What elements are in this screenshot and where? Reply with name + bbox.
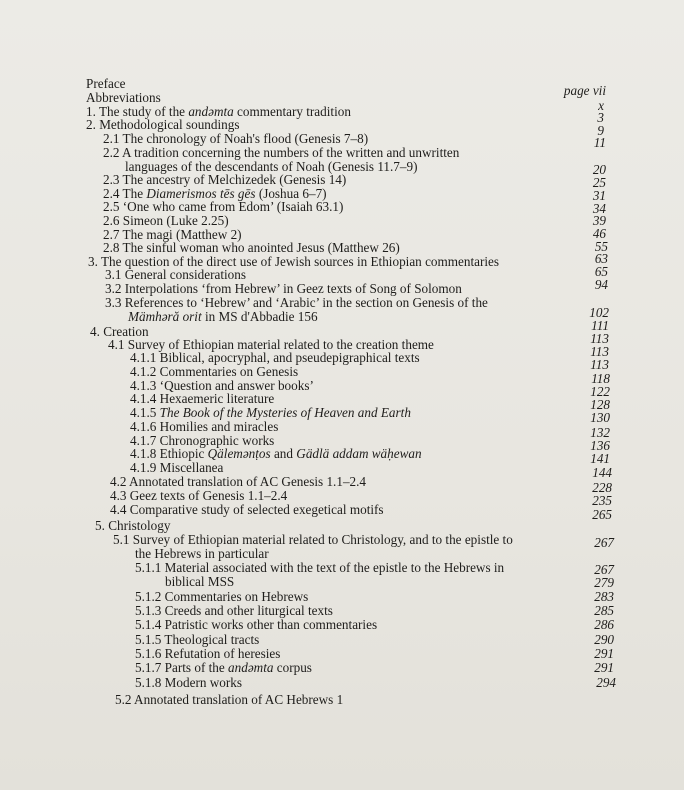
toc-page-number: 286: [594, 617, 614, 632]
toc-entry-text: 5.2 Annotated translation of AC Hebrews 1: [115, 692, 344, 707]
toc-entry-text: 5.1.7 Parts of the andəmta corpus: [135, 660, 312, 675]
toc-entry-text: 4.3 Geez texts of Genesis 1.1–2.4: [110, 488, 288, 503]
toc-page-number: 265: [592, 507, 612, 522]
toc-page-number: 291: [594, 660, 614, 675]
toc-page-number: 291: [594, 646, 614, 661]
toc-entry-text: Abbreviations: [86, 90, 161, 105]
toc-entry-text: 5.1.4 Patristic works other than commentaries: [135, 617, 378, 632]
toc-page-number: 3: [597, 110, 604, 125]
toc-page-number: page vii: [563, 83, 606, 98]
toc-page-number: 118: [591, 371, 610, 386]
toc-entry-text: 4.1.5 The Book of the Mysteries of Heaven and Earth: [130, 405, 411, 420]
toc-entry-text: 2.5 ‘One who came from Edom’ (Isaiah 63.1): [103, 199, 344, 214]
toc-page-number: 113: [590, 331, 609, 346]
toc-page-number: x: [598, 98, 604, 113]
toc-entry-text: 4.1.7 Chronographic works: [130, 433, 275, 448]
toc-page-number: 294: [596, 675, 616, 690]
toc-entry-text: 5.1.2 Commentaries on Hebrews: [135, 589, 309, 604]
toc-page-number: 39: [592, 213, 606, 228]
toc-entry-text: 4.1.6 Homilies and miracles: [130, 419, 279, 434]
toc-entry-text: 4.4 Comparative study of selected exegetical motifs: [110, 502, 384, 517]
toc-page-number: 279: [594, 575, 614, 590]
toc-entry-text: languages of the descendants of Noah (Genesis 11.7–9): [125, 159, 418, 174]
toc-entry-text: 4.2 Annotated translation of AC Genesis 1.1–2.4: [110, 474, 367, 489]
toc-page-number: 290: [594, 632, 614, 647]
toc-entry-text: 4.1.2 Commentaries on Genesis: [130, 364, 299, 379]
toc-entry-text: 3.1 General considerations: [105, 267, 246, 282]
toc-page-number: 111: [591, 318, 609, 333]
toc-entry-text: 5.1.6 Refutation of heresies: [135, 646, 281, 661]
toc-page-number: 34: [592, 201, 606, 216]
toc-entry-text: Mämhəră orit in MS d'Abbadie 156: [128, 309, 318, 324]
toc-page-number: 122: [590, 384, 610, 399]
toc-entry-text: 5.1.5 Theological tracts: [135, 632, 260, 647]
toc-page-number: 267: [594, 535, 614, 550]
toc-page-number: 113: [590, 344, 609, 359]
toc-page-number: 11: [593, 135, 606, 150]
toc-page-number: 94: [594, 277, 608, 292]
toc-entry-text: 3. The question of the direct use of Jewish sources in Ethiopian commentaries: [88, 254, 500, 269]
toc-entry-text: 5.1 Survey of Ethiopian material related to Christology, and to the epistle to: [113, 532, 513, 547]
toc-entry-text: 2. Methodological soundings: [86, 117, 240, 132]
toc-page-number: 136: [590, 438, 610, 453]
toc-page-number: 20: [592, 162, 606, 177]
toc-entry-text: 5.1.8 Modern works: [135, 675, 242, 690]
toc-page-number: 63: [594, 251, 608, 266]
toc-page-number: 9: [597, 123, 604, 138]
toc-entry-text: 2.3 The ancestry of Melchizedek (Genesis 14): [103, 172, 347, 187]
toc-entry-text: 5.1.1 Material associated with the text of the epistle to the Hebrews in: [135, 560, 505, 575]
toc-entry-text: Preface: [86, 76, 126, 91]
toc-entry-text: 2.1 The chronology of Noah's flood (Genesis 7–8): [103, 131, 369, 146]
toc-page-number: 144: [592, 465, 612, 480]
toc-entry-text: 4.1.1 Biblical, apocryphal, and pseudepigraphical texts: [130, 350, 420, 365]
toc-entry-text: 1. The study of the andəmta commentary tradition: [86, 104, 351, 119]
toc-entry-text: biblical MSS: [165, 574, 235, 589]
toc-page-number: 235: [592, 493, 612, 508]
toc-entry-text: 2.2 A tradition concerning the numbers of the written and unwritten: [103, 145, 460, 160]
toc-entry-text: 4.1.3 ‘Question and answer books’: [130, 378, 314, 393]
toc-page-number: 65: [594, 264, 608, 279]
toc-entry-text: 5. Christology: [95, 518, 171, 533]
toc-entry-text: 2.4 The Diamerismos tēs gēs (Joshua 6–7): [103, 186, 327, 201]
toc-entry-text: 4. Creation: [90, 324, 149, 339]
toc-page-number: 55: [594, 239, 608, 254]
toc-page-number: 31: [592, 188, 606, 203]
page-label: page: [563, 83, 590, 98]
toc-page-number: 25: [592, 175, 606, 190]
toc-entry-text: 4.1 Survey of Ethiopian material related to the creation theme: [108, 337, 434, 352]
toc-page-number: 113: [590, 357, 609, 372]
toc-entry-text: 2.6 Simeon (Luke 2.25): [103, 213, 229, 228]
toc-page-number: 130: [590, 410, 610, 425]
toc-page-number: 283: [594, 589, 614, 604]
toc-entry-text: 4.1.8 Ethiopic Qälemənṭos and Gädlä addam wäḥewan: [130, 446, 422, 461]
toc-entry-text: 3.2 Interpolations ‘from Hebrew’ in Geez texts of Song of Solomon: [105, 281, 462, 296]
toc-page-number: 285: [594, 603, 614, 618]
toc-entry-text: 2.8 The sinful woman who anointed Jesus (Matthew 26): [103, 240, 400, 255]
toc-page-number: 141: [590, 451, 610, 466]
toc-entry-text: 4.1.4 Hexaemeric literature: [130, 391, 275, 406]
toc-page-number: 267: [594, 562, 614, 577]
toc-page-number: 228: [592, 480, 612, 495]
toc-entry-text: 2.7 The magi (Matthew 2): [103, 227, 242, 242]
toc-page-number: 102: [589, 305, 609, 320]
toc-page-number: 128: [590, 397, 610, 412]
toc-page-number: 132: [590, 425, 610, 440]
toc-entry-text: 4.1.9 Miscellanea: [130, 460, 224, 475]
toc-page-number: 46: [592, 226, 606, 241]
toc-entry-text: the Hebrews in particular: [135, 546, 269, 561]
toc-entry-text: 5.1.3 Creeds and other liturgical texts: [135, 603, 333, 618]
toc-entry-text: 3.3 References to ‘Hebrew’ and ‘Arabic’ in the section on Genesis of the: [105, 295, 488, 310]
